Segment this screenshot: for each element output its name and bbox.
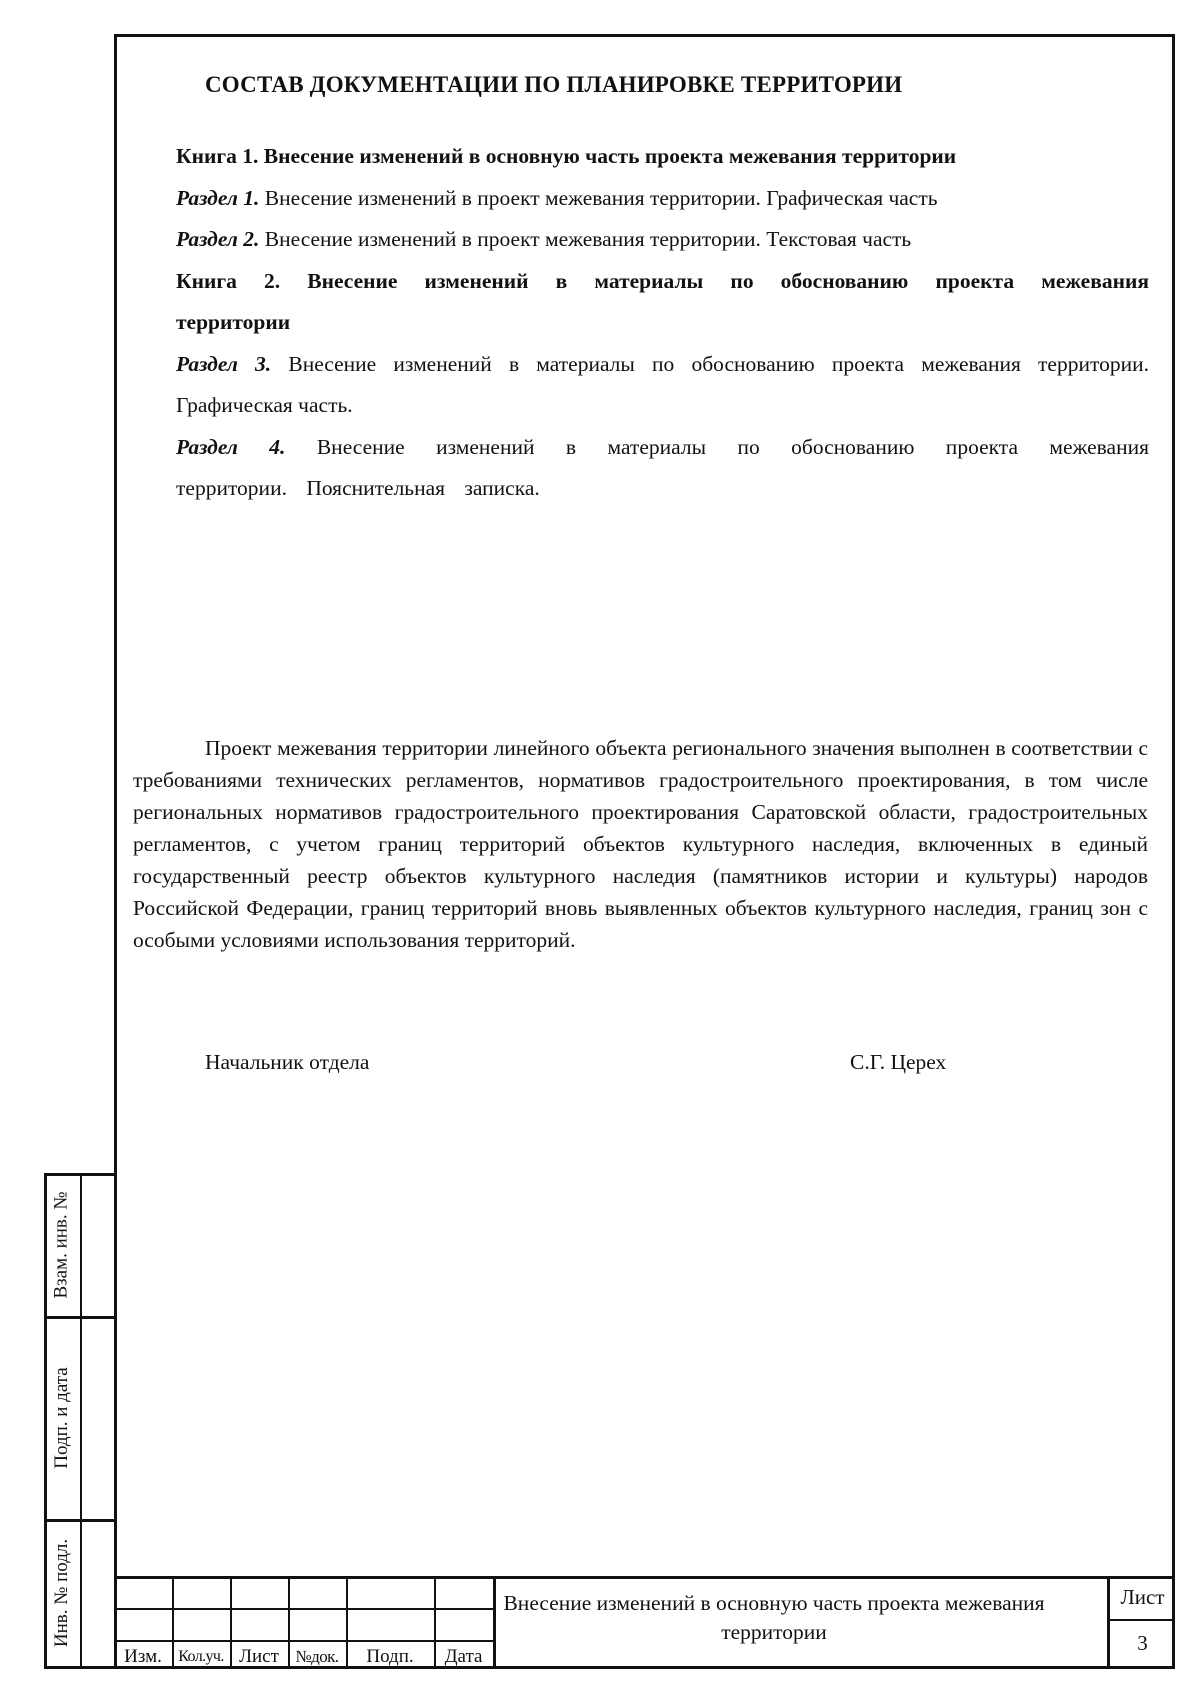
toc-section-2 — [176, 219, 1149, 261]
signer-name: С.Г. Церех — [850, 1050, 947, 1074]
side-field-original-inv — [44, 1520, 80, 1666]
toc-section-2-text: Внесение изменений в проект межевания территории. Текстовая часть — [259, 227, 912, 251]
toc-section-4-lead: Раздел 4. — [176, 434, 286, 459]
side-field-signature-date-label: Подп. и дата — [51, 1367, 73, 1469]
side-field-replacement-inv-label: Взам. инв. № — [51, 1191, 73, 1299]
side-strip-divider — [80, 1176, 82, 1666]
toc-book-1: Книга 1. Внесение изменений в основную часть проекта межевания территории — [176, 144, 957, 168]
stamp-col-data: Дата — [444, 1646, 483, 1667]
stamp-sheet-label: Лист — [1120, 1585, 1165, 1609]
stamp-col-podp: Подп. — [366, 1646, 414, 1667]
stamp-col-koluch: Кол.уч. — [178, 1648, 224, 1665]
toc-section-2-lead: Раздел 2. — [176, 227, 260, 251]
stamp-sheet-rule — [1107, 1619, 1175, 1621]
document-heading: СОСТАВ ДОКУМЕНТАЦИИ ПО ПЛАНИРОВКЕ ТЕРРИТОРИИ — [205, 72, 903, 97]
stamp-col-ndok: №док. — [295, 1647, 339, 1666]
project-description: Проект межевания территории линейного объекта регионального значения выполнен в соответствии с требованиями технических регламентов, нормативов градостроительного проектирования, в том числе региональных нормативов градостроительного проектирования Саратовской области, градостроительных регламентов, с учетом границ территорий объектов культурного наследия, включенных в единый государственный реестр объектов культурного наследия (памятников истории и культуры) народов Российской Федерации, границ территорий вновь выявленных объектов культурного наследия, границ зон с особыми условиями использования территорий. — [133, 736, 1148, 952]
toc-book-2: Книга 2. Внесение изменений в материалы по обоснованию проекта межевания территории — [176, 268, 1149, 334]
stamp-sheet-number: 3 — [1137, 1631, 1148, 1655]
stamp-col-list: Лист — [239, 1646, 279, 1667]
side-field-signature-date — [44, 1318, 80, 1518]
toc-section-4 — [176, 427, 1149, 510]
stamp-col-izm: Изм. — [124, 1646, 162, 1667]
stamp-document-title: Внесение изменений в основную часть проекта межевания территории — [503, 1591, 1045, 1644]
toc-section-3-lead: Раздел 3. — [176, 351, 272, 376]
stamp-row-rule-1 — [114, 1608, 493, 1610]
stamp-row-rule-2 — [114, 1640, 493, 1642]
side-field-original-inv-label: Инв. № подл. — [51, 1538, 73, 1648]
toc-section-1-text: Внесение изменений в проект межевания территории. Графическая часть — [259, 185, 938, 210]
side-field-replacement-inv — [44, 1176, 80, 1314]
toc-section-3 — [176, 344, 1149, 427]
toc-section-4-text: Внесение изменений в материалы по обоснованию проекта межевания территории. Пояснительная записка. — [176, 434, 1149, 500]
toc-section-3-text: Внесение изменений в материалы по обоснованию проекта межевания территории. Графическая часть. — [176, 351, 1149, 417]
table-of-contents — [176, 136, 1149, 510]
signer-role: Начальник отдела — [205, 1050, 370, 1074]
toc-section-1-lead: Раздел 1. — [176, 185, 260, 210]
toc-section-1 — [176, 178, 1149, 220]
title-block — [114, 1576, 1175, 1669]
